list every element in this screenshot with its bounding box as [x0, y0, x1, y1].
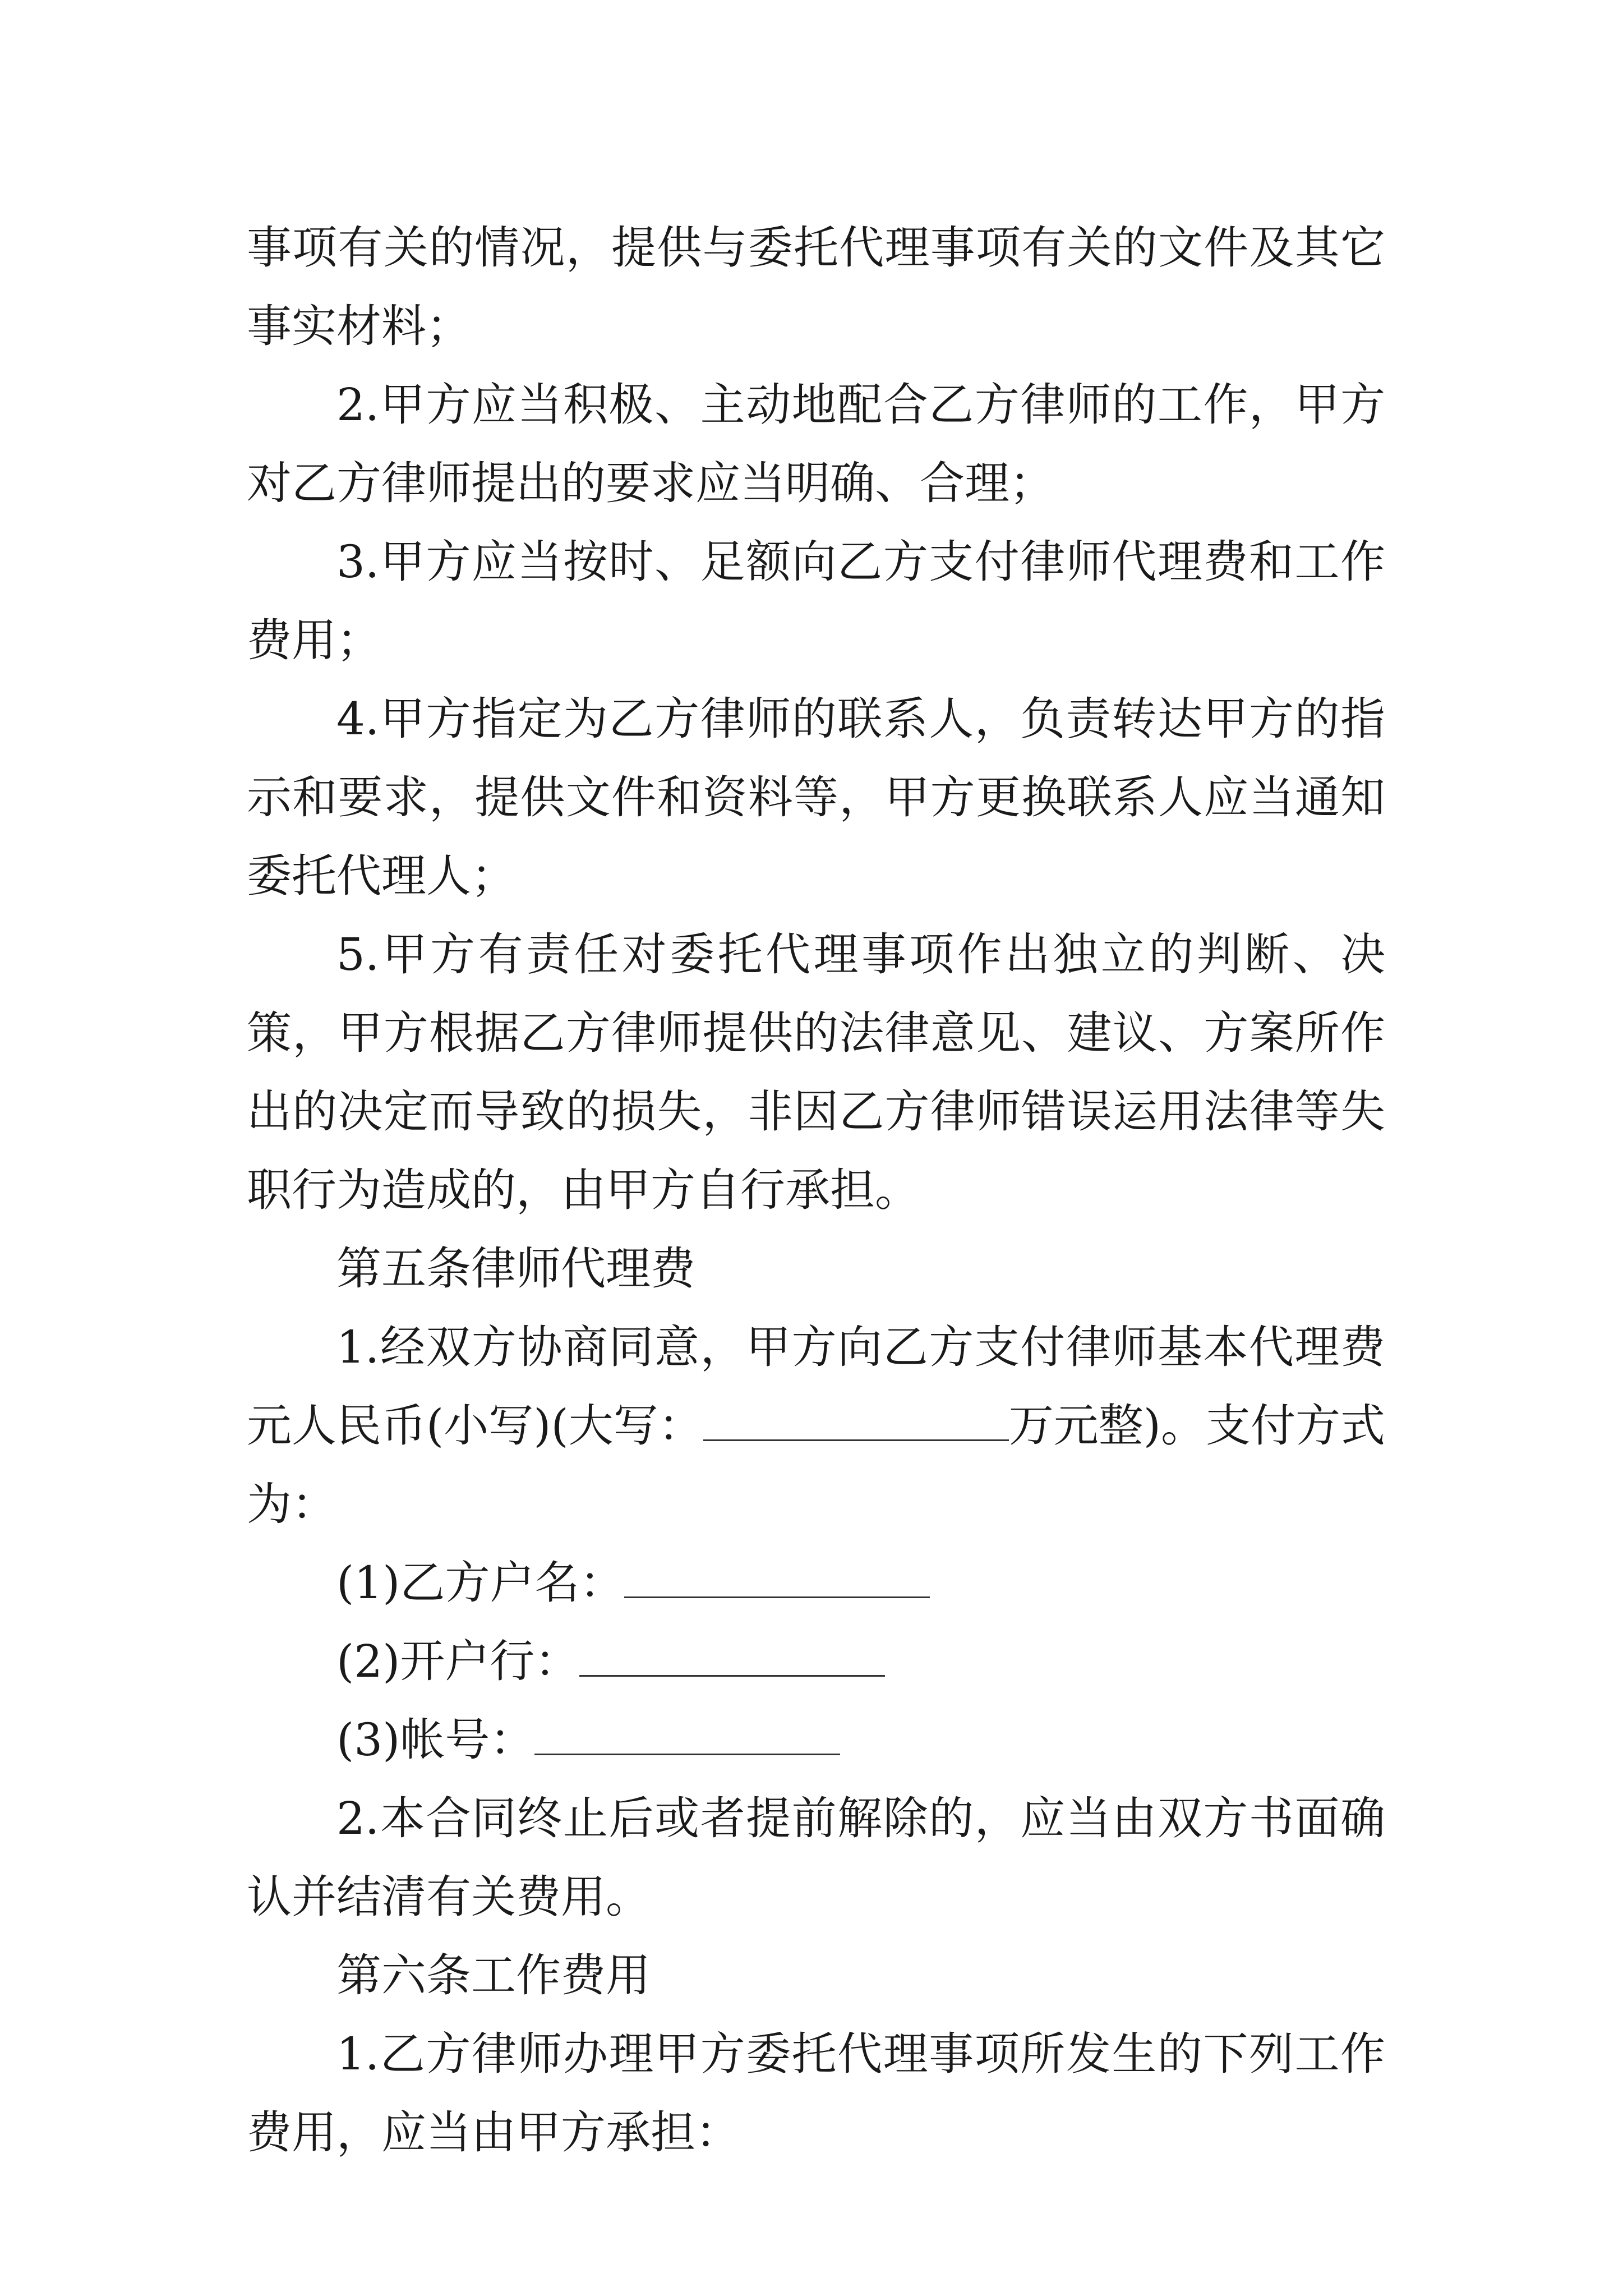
article6-item1: 1.乙方律师办理甲方委托代理事项所发生的下列工作费用，应当由甲方承担：	[247, 2028, 1385, 2159]
account-number-label: (3)帐号：	[336, 1714, 535, 1766]
article5-settlement: 2.本合同终止后或者提前解除的，应当由双方书面确认并结清有关费用。	[247, 1792, 1385, 1923]
account-name-blank	[624, 1552, 930, 1598]
paragraph-client-payment: 3.甲方应当按时、足额向乙方支付律师代理费和工作费用；	[247, 536, 1385, 666]
account-name-line	[247, 1544, 1385, 1622]
paragraph-client-materials: 事项有关的情况，提供与委托代理事项有关的文件及其它事实材料；	[247, 222, 1385, 352]
article5-fee-clause	[247, 1308, 1385, 1544]
bank-line	[247, 1622, 1385, 1701]
fee-amount-blank	[703, 1395, 1009, 1441]
article6-heading: 第六条工作费用	[336, 1949, 651, 2001]
fee-clause-prefix: 1.经双方协商同意，甲方向乙方支付律师基本代理费元人民币(小写)(大写：	[247, 1321, 1385, 1452]
account-number-line	[247, 1701, 1385, 1779]
account-number-blank	[534, 1709, 840, 1755]
paragraph-client-contact: 4.甲方指定为乙方律师的联系人，负责转达甲方的指示和要求，提供文件和资料等，甲方更换联系人应当通知委托代理人；	[247, 693, 1385, 902]
bank-blank	[579, 1630, 885, 1677]
paragraph-client-responsibility: 5.甲方有责任对委托代理事项作出独立的判断、决策，甲方根据乙方律师提供的法律意见、建议、方案所作出的决定而导致的损失，非因乙方律师错误运用法律等失职行为造成的，由甲方自行承担。	[247, 928, 1385, 1216]
bank-label: (2)开户行：	[336, 1635, 580, 1687]
fee-clause-suffix: 万元整)。支付方式为：	[247, 1400, 1385, 1530]
document-body	[247, 209, 1385, 2172]
article5-heading: 第五条律师代理费	[336, 1243, 695, 1295]
account-name-label: (1)乙方户名：	[336, 1557, 625, 1609]
paragraph-client-cooperation: 2.甲方应当积极、主动地配合乙方律师的工作，甲方对乙方律师提出的要求应当明确、合理；	[247, 379, 1385, 509]
